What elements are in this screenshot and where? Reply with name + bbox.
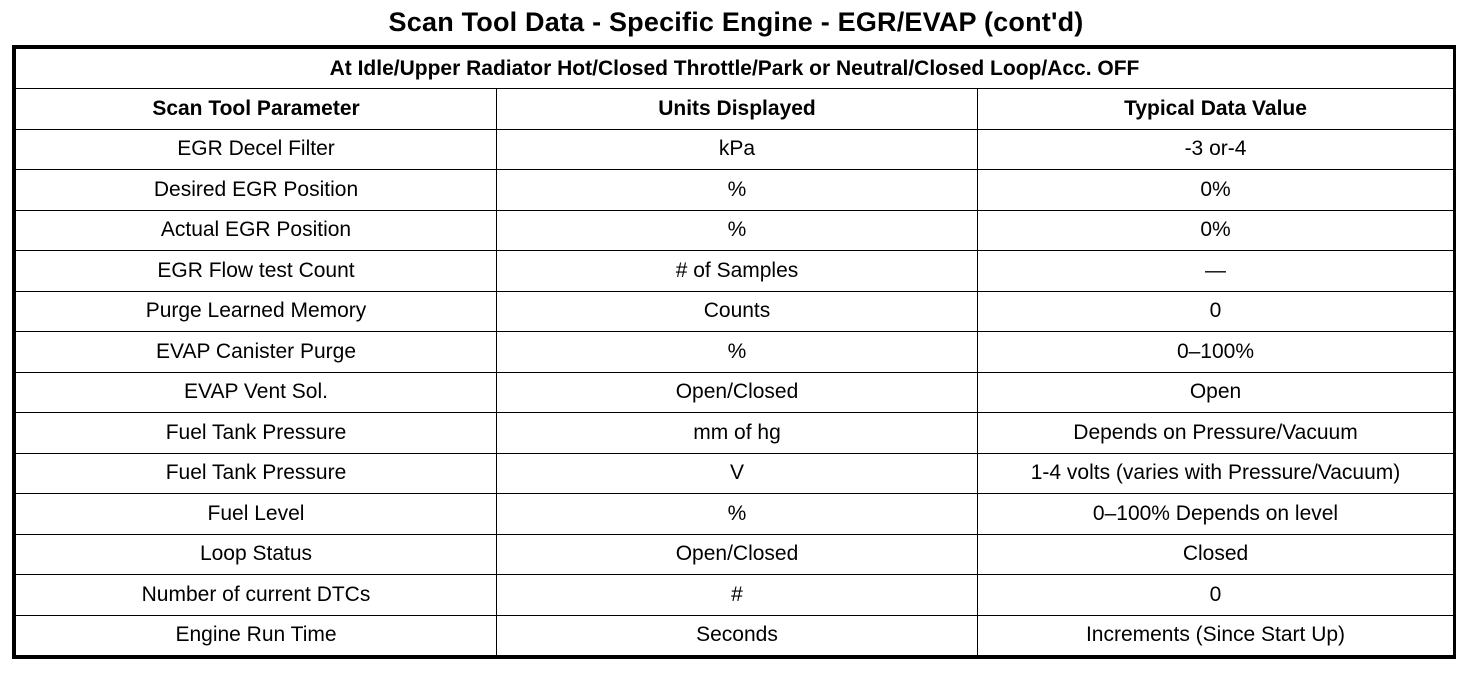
table-row [16,170,1454,211]
table-row [16,251,1454,292]
parameter-cell: EGR Decel Filter [16,129,497,170]
units-cell: V [497,453,978,494]
data-table [15,48,1454,656]
table-body [16,129,1454,656]
value-cell: Depends on Pressure/Vacuum [978,413,1454,454]
units-cell: # of Samples [497,251,978,292]
table-row [16,575,1454,616]
parameter-cell: Purge Learned Memory [16,291,497,332]
table-row [16,291,1454,332]
parameter-cell: Fuel Tank Pressure [16,413,497,454]
table-row [16,413,1454,454]
units-cell: % [497,332,978,373]
parameter-cell: Fuel Level [16,494,497,535]
table-row [16,332,1454,373]
value-cell: 0 [978,291,1454,332]
units-cell: Seconds [497,615,978,656]
parameter-cell: EGR Flow test Count [16,251,497,292]
units-cell: mm of hg [497,413,978,454]
page-title: Scan Tool Data - Specific Engine - EGR/EVAP (cont'd) [388,7,1084,37]
value-cell: Open [978,372,1454,413]
units-cell: Counts [497,291,978,332]
units-cell: Open/Closed [497,534,978,575]
parameter-cell: Actual EGR Position [16,210,497,251]
value-cell: 1-4 volts (varies with Pressure/Vacuum) [978,453,1454,494]
units-cell: Open/Closed [497,372,978,413]
parameter-cell: Number of current DTCs [16,575,497,616]
units-cell: % [497,170,978,211]
column-header-parameter: Scan Tool Parameter [16,89,497,130]
parameter-cell: Engine Run Time [16,615,497,656]
value-cell: 0–100% [978,332,1454,373]
table-row [16,372,1454,413]
units-cell: % [497,494,978,535]
value-cell: Increments (Since Start Up) [978,615,1454,656]
parameter-cell: Loop Status [16,534,497,575]
header-row [16,89,1454,130]
test-conditions: At Idle/Upper Radiator Hot/Closed Throttle/Park or Neutral/Closed Loop/Acc. OFF [16,49,1454,89]
value-cell: Closed [978,534,1454,575]
value-cell: 0% [978,210,1454,251]
column-header-units: Units Displayed [497,89,978,130]
value-cell: 0% [978,170,1454,211]
table-row [16,534,1454,575]
parameter-cell: Fuel Tank Pressure [16,453,497,494]
parameter-cell: Desired EGR Position [16,170,497,211]
parameter-cell: EVAP Canister Purge [16,332,497,373]
table-row [16,453,1454,494]
value-cell: 0 [978,575,1454,616]
conditions-row [16,49,1454,89]
units-cell: kPa [497,129,978,170]
units-cell: % [497,210,978,251]
scan-tool-data-table [12,45,1456,659]
parameter-cell: EVAP Vent Sol. [16,372,497,413]
table-row [16,494,1454,535]
table-row [16,129,1454,170]
units-cell: # [497,575,978,616]
value-cell: -3 or-4 [978,129,1454,170]
table-row [16,615,1454,656]
value-cell: — [978,251,1454,292]
value-cell: 0–100% Depends on level [978,494,1454,535]
column-header-typical-value: Typical Data Value [978,89,1454,130]
table-row [16,210,1454,251]
